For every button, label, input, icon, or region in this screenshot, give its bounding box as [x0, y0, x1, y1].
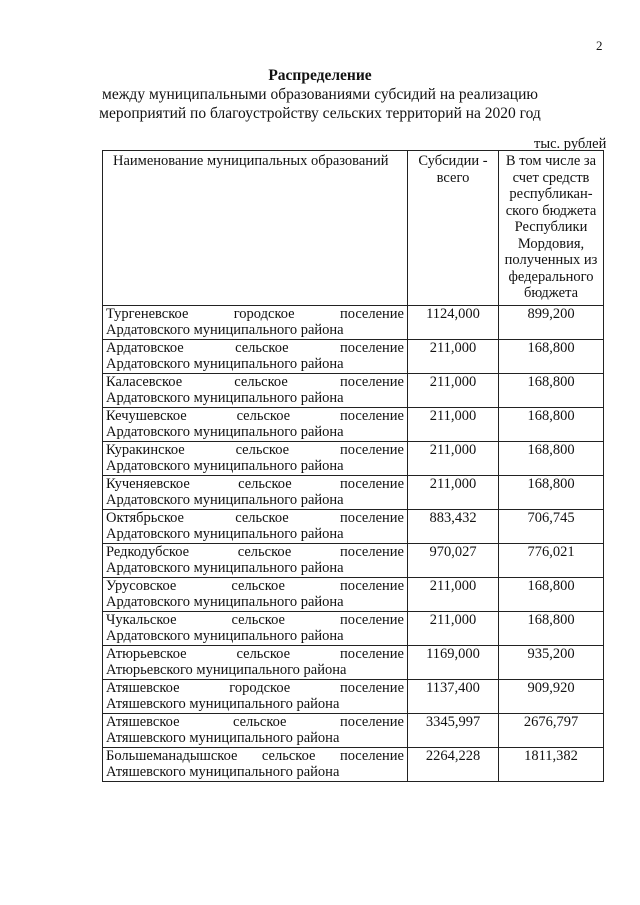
- municipality-name-line-1: Октябрьское сельское поселение: [106, 509, 404, 526]
- table-row: [103, 509, 604, 543]
- municipality-name-line-2: Ардатовского муниципального района: [106, 492, 344, 508]
- municipality-name-line-2: Ардатовского муниципального района: [106, 390, 344, 406]
- cell-municipality-name: [103, 407, 408, 441]
- municipality-name-line-1: Кученяевское сельское поселение: [106, 475, 404, 492]
- municipality-name-line-1: Атюрьевское сельское поселение: [106, 645, 404, 662]
- header-total: Субсидии - всего: [408, 151, 499, 306]
- cell-subsidy-federal: 776,021: [499, 543, 604, 577]
- table-row: [103, 441, 604, 475]
- table-row: [103, 475, 604, 509]
- cell-subsidy-total: 211,000: [408, 611, 499, 645]
- cell-municipality-name: [103, 339, 408, 373]
- title-line-2: между муниципальными образованиями субсидий на реализацию: [102, 86, 538, 103]
- table-row: [103, 611, 604, 645]
- title-main: Распределение: [268, 67, 372, 84]
- cell-subsidy-federal: 168,800: [499, 407, 604, 441]
- municipality-name-line-2: Ардатовского муниципального района: [106, 322, 344, 338]
- cell-municipality-name: [103, 509, 408, 543]
- municipality-name-line-2: Атяшевского муниципального района: [106, 764, 340, 780]
- document-title: [0, 66, 640, 123]
- cell-subsidy-total: 211,000: [408, 577, 499, 611]
- municipality-name-line-1: Ардатовское сельское поселение: [106, 339, 404, 356]
- municipality-name-line-1: Урусовское сельское поселение: [106, 577, 404, 594]
- municipality-name-line-2: Ардатовского муниципального района: [106, 424, 344, 440]
- cell-subsidy-total: 970,027: [408, 543, 499, 577]
- table-row: [103, 577, 604, 611]
- cell-subsidy-total: 2264,228: [408, 747, 499, 781]
- municipality-name-line-1: Тургеневское городское поселение: [106, 305, 404, 322]
- cell-subsidy-federal: 1811,382: [499, 747, 604, 781]
- cell-subsidy-total: 211,000: [408, 475, 499, 509]
- cell-municipality-name: [103, 679, 408, 713]
- cell-municipality-name: [103, 543, 408, 577]
- table-row: [103, 339, 604, 373]
- distribution-table: [102, 150, 604, 782]
- municipality-name-line-2: Ардатовского муниципального района: [106, 458, 344, 474]
- municipality-name-line-2: Атяшевского муниципального района: [106, 730, 340, 746]
- table-body: [103, 305, 604, 781]
- municipality-name-line-1: Атяшевское сельское поселение: [106, 713, 404, 730]
- cell-subsidy-federal: 909,920: [499, 679, 604, 713]
- cell-subsidy-federal: 168,800: [499, 373, 604, 407]
- title-line-3: мероприятий по благоустройству сельских территорий на 2020 год: [99, 105, 541, 122]
- cell-subsidy-total: 1137,400: [408, 679, 499, 713]
- cell-subsidy-federal: 935,200: [499, 645, 604, 679]
- municipality-name-line-2: Атюрьевского муниципального района: [106, 662, 347, 678]
- cell-municipality-name: [103, 611, 408, 645]
- cell-subsidy-federal: 2676,797: [499, 713, 604, 747]
- cell-subsidy-federal: 706,745: [499, 509, 604, 543]
- cell-subsidy-federal: 168,800: [499, 475, 604, 509]
- cell-subsidy-federal: 168,800: [499, 441, 604, 475]
- cell-subsidy-federal: 168,800: [499, 339, 604, 373]
- cell-municipality-name: [103, 747, 408, 781]
- municipality-name-line-2: Ардатовского муниципального района: [106, 594, 344, 610]
- municipality-name-line-1: Атяшевское городское поселение: [106, 679, 404, 696]
- cell-subsidy-federal: 168,800: [499, 611, 604, 645]
- table-row: [103, 407, 604, 441]
- table-row: [103, 679, 604, 713]
- cell-municipality-name: [103, 305, 408, 339]
- municipality-name-line-2: Ардатовского муниципального района: [106, 356, 344, 372]
- municipality-name-line-2: Ардатовского муниципального района: [106, 628, 344, 644]
- table-row: [103, 713, 604, 747]
- municipality-name-line-2: Ардатовского муниципального района: [106, 560, 344, 576]
- cell-municipality-name: [103, 373, 408, 407]
- units-label: тыс. рублей: [534, 136, 607, 152]
- table-row: [103, 645, 604, 679]
- table-header-row: [103, 151, 604, 306]
- cell-subsidy-federal: 168,800: [499, 577, 604, 611]
- municipality-name-line-1: Редкодубское сельское поселение: [106, 543, 404, 560]
- table-row: [103, 373, 604, 407]
- municipality-name-line-1: Чукальское сельское поселение: [106, 611, 404, 628]
- cell-subsidy-total: 3345,997: [408, 713, 499, 747]
- municipality-name-line-2: Ардатовского муниципального района: [106, 526, 344, 542]
- table-row: [103, 305, 604, 339]
- municipality-name-line-2: Атяшевского муниципального района: [106, 696, 340, 712]
- cell-subsidy-total: 211,000: [408, 441, 499, 475]
- table-row: [103, 747, 604, 781]
- municipality-name-line-1: Кечушевское сельское поселение: [106, 407, 404, 424]
- cell-municipality-name: [103, 577, 408, 611]
- page-number: 2: [596, 38, 603, 53]
- municipality-name-line-1: Большеманадышское сельское поселение: [106, 747, 404, 764]
- cell-subsidy-total: 211,000: [408, 373, 499, 407]
- cell-subsidy-federal: 899,200: [499, 305, 604, 339]
- cell-municipality-name: [103, 475, 408, 509]
- cell-municipality-name: [103, 645, 408, 679]
- cell-municipality-name: [103, 441, 408, 475]
- cell-subsidy-total: 1124,000: [408, 305, 499, 339]
- header-federal: В том числе за счет средств республикан-ского бюджета Республики Мордовия, полученных из федерального бюджета: [499, 151, 604, 306]
- municipality-name-line-1: Каласевское сельское поселение: [106, 373, 404, 390]
- cell-subsidy-total: 1169,000: [408, 645, 499, 679]
- municipality-name-line-1: Куракинское сельское поселение: [106, 441, 404, 458]
- cell-subsidy-total: 883,432: [408, 509, 499, 543]
- cell-municipality-name: [103, 713, 408, 747]
- table-row: [103, 543, 604, 577]
- header-name: Наименование муниципальных образований: [103, 151, 408, 306]
- cell-subsidy-total: 211,000: [408, 407, 499, 441]
- cell-subsidy-total: 211,000: [408, 339, 499, 373]
